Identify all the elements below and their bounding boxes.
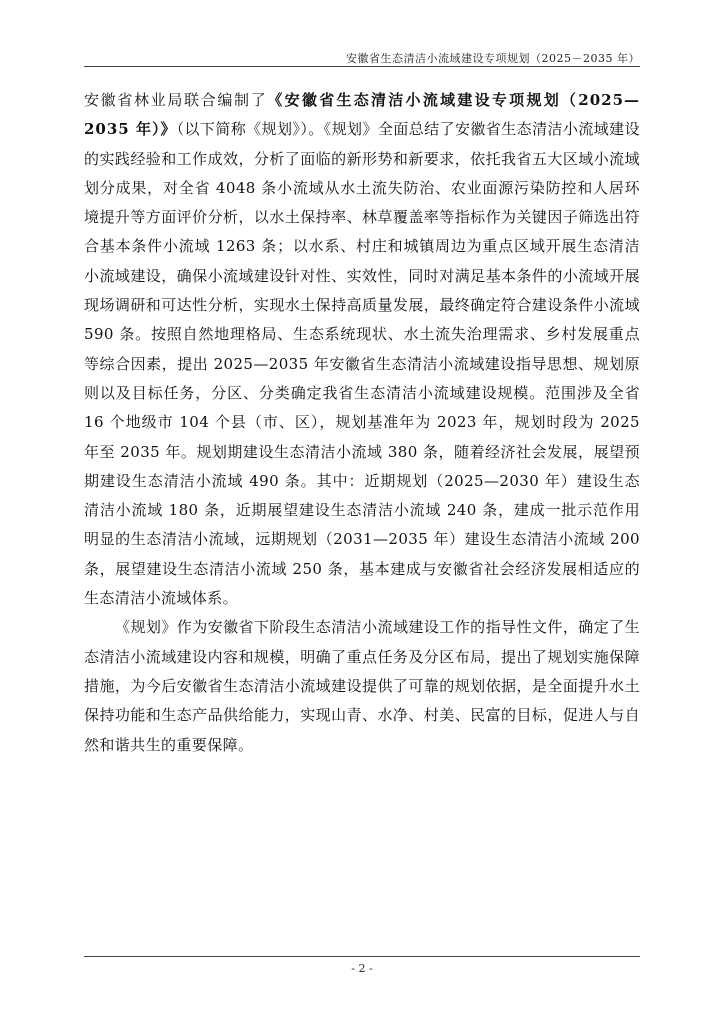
body-content [84,86,640,760]
paragraph-1-rest: （以下简称《规划》）。《规划》全面总结了安徽省生态清洁小流域建设的实践经验和工作成效，分析了面临的新形势和新要求，依托我省五大区域小流域划分成果，对全省 4048 条小流域从水土流失防治、农业面源污染防控和人居环境提升等方面评价分析，以水土保持率、林草覆盖率等指标作为关键因子筛选出符合基本条件小流域 1263 条；以水系、村庄和城镇周边为重点区域开展生态清洁小流域建设，确保小流域建设针对性、实效性，同时对满足基本条件的小流域开展现场调研和可达性分析，实现水土保持高质量发展，最终确定符合建设条件小流域 590 条。按照自然地理格局、生态系统现状、水土流失治理需求、乡村发展重点等综合因素，提出 2025—2035 年安徽省生态清洁小流域建设指导思想、规划原则以及目标任务，分区、分类确定我省生态清洁小流域建设规模。范围涉及全省 16 个地级市 104 个县（市、区），规划基准年为 2023 年，规划时段为 2025 年至 2035 年。规划期建设生态清洁小流域 380 条，随着经济社会发展，展望预期建设生态清洁小流域 490 条。其中：近期规划（2025—2030 年）建设生态清洁小流域 180 条，近期展望建设生态清洁小流域 240 条，建成一批示范作用明显的生态清洁小流域，远期规划（2031—2035 年）建设生态清洁小流域 200 条，展望建设生态清洁小流域 250 条，基本建成与安徽省社会经济发展相适应的生态清洁小流域体系。 [84,120,640,608]
header-divider [84,66,640,67]
paragraph-1 [84,86,640,613]
running-header: 安徽省生态清洁小流域建设专项规划（2025－2035 年） [346,52,640,65]
footer-divider [84,956,640,957]
paragraph-2: 《规划》作为安徽省下阶段生态清洁小流域建设工作的指导性文件，确定了生态清洁小流域建设内容和规模，明确了重点任务及分区布局，提出了规划实施保障措施，为今后安徽省生态清洁小流域建设提供了可靠的规划依据，是全面提升水土保持功能和生态产品供给能力，实现山青、水净、村美、民富的目标，促进人与自然和谐共生的重要保障。 [84,618,640,754]
plan-title: 《安徽省生态清洁小流域建设专项规划（2025—2035 年）》 [84,91,641,139]
page-number: - 2 - [351,962,373,975]
paragraph-1-lead: 安徽省林业局联合编制了 [84,91,268,109]
